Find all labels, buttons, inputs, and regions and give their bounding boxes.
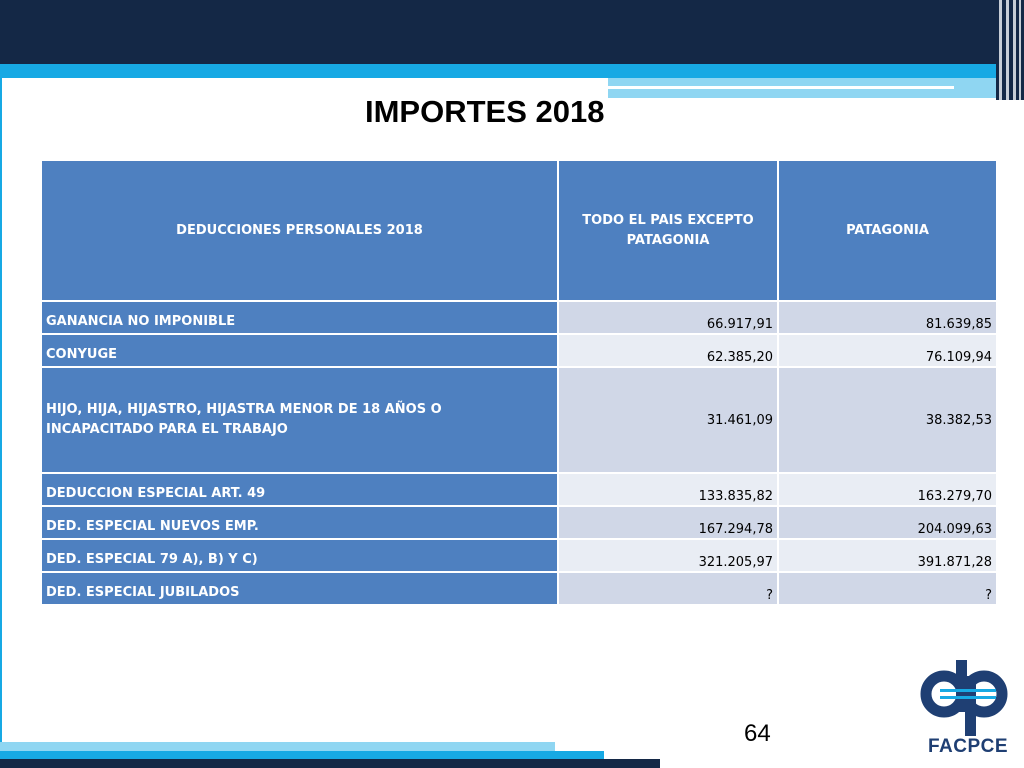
right-decor-stripe [999,0,1002,100]
slide-title: IMPORTES 2018 [365,94,605,129]
row-value-pais: 167.294,78 [558,506,778,539]
table-header-row [41,160,997,301]
footer-light-stripe [0,742,555,751]
row-label: DED. ESPECIAL NUEVOS EMP. [41,506,558,539]
row-value-pais: 321.205,97 [558,539,778,572]
facpce-logo-text: FACPCE [927,736,1009,757]
footer-cyan-stripe [0,751,604,759]
right-decor-stripe [1013,0,1016,100]
header-band [0,0,1000,64]
row-label: DED. ESPECIAL JUBILADOS [41,572,558,605]
left-edge-line [0,78,2,758]
row-label: HIJO, HIJA, HIJASTRO, HIJASTRA MENOR DE 18 AÑOS O INCAPACITADO PARA EL TRABAJO [41,367,558,473]
table-row [41,506,997,539]
row-value-patagonia: 391.871,28 [778,539,997,572]
row-value-patagonia: 76.109,94 [778,334,997,367]
footer-dark-stripe [0,759,660,768]
header-white-stripe [0,78,608,88]
row-value-patagonia: 163.279,70 [778,473,997,506]
table-row [41,334,997,367]
row-value-pais: 66.917,91 [558,301,778,334]
row-value-pais: 62.385,20 [558,334,778,367]
row-value-patagonia: 81.639,85 [778,301,997,334]
header-todo-el-pais: TODO EL PAIS EXCEPTO PATAGONIA [558,160,778,301]
page-number: 64 [744,720,771,747]
header-deducciones: DEDUCCIONES PERSONALES 2018 [41,160,558,301]
row-label: GANANCIA NO IMPONIBLE [41,301,558,334]
row-value-patagonia: ? [778,572,997,605]
deductions-table [40,159,998,606]
table-row [41,473,997,506]
row-value-pais: ? [558,572,778,605]
table-row [41,539,997,572]
table-row [41,367,997,473]
row-label: DED. ESPECIAL 79 A), B) Y C) [41,539,558,572]
header-cyan-stripe [0,64,1000,78]
right-decor-stripe [1019,0,1021,100]
header-thin-line [608,86,954,89]
row-value-patagonia: 204.099,63 [778,506,997,539]
row-label: DEDUCCION ESPECIAL ART. 49 [41,473,558,506]
table-row [41,572,997,605]
table-row [41,301,997,334]
row-value-patagonia: 38.382,53 [778,367,997,473]
row-label: CONYUGE [41,334,558,367]
row-value-pais: 31.461,09 [558,367,778,473]
right-decor-stripe [1006,0,1009,100]
row-value-pais: 133.835,82 [558,473,778,506]
header-patagonia: PATAGONIA [778,160,997,301]
